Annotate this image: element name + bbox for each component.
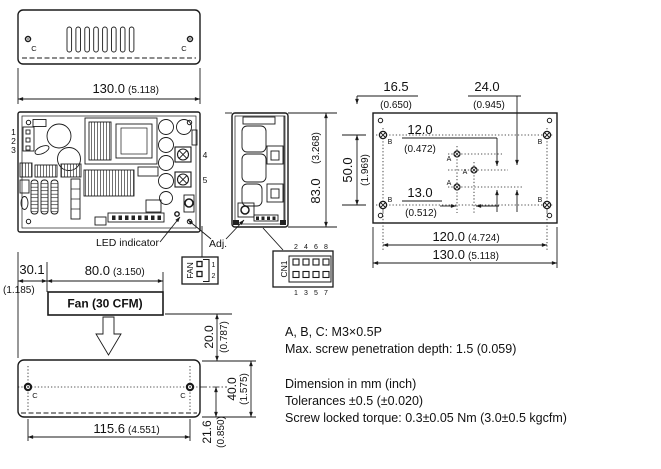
screw-hole-c-right (188, 37, 193, 42)
inductor (34, 144, 51, 157)
hole-label-b: B (537, 139, 543, 146)
dim-24-mm: 24.0 (474, 79, 500, 94)
note-tolerances: Tolerances ±0.5 (±0.020) (285, 394, 424, 408)
hole-label-a: A (446, 156, 452, 163)
hole-label-a: A (446, 180, 452, 187)
choke (35, 165, 57, 177)
choke (61, 164, 81, 177)
cn1-pin-5: 5 (314, 290, 318, 297)
board-connector (108, 213, 164, 222)
cn1-pin-7: 7 (324, 290, 328, 297)
terminal-label-4: 4 (202, 150, 208, 160)
top-pcb-view (11, 112, 208, 232)
dim-80-in: (3.150) (113, 267, 145, 278)
screw-hole-a (454, 184, 460, 190)
dim-21-in: (0.850) (216, 416, 227, 448)
dim-130b-in: (5.118) (468, 251, 499, 262)
hole-label-c: C (180, 391, 186, 400)
hole-label-c: C (31, 44, 37, 53)
pin-label-3: 3 (11, 145, 16, 155)
pin-label-2: 2 (11, 136, 16, 146)
dim-83-mm: 83.0 (308, 178, 323, 204)
dim-mounting-widths (373, 209, 557, 268)
dim-13-mm: 13.0 (407, 185, 433, 200)
input-connector (23, 127, 34, 151)
side-view (225, 113, 288, 227)
fan-callout-box (48, 292, 163, 315)
led (175, 212, 179, 216)
fan-connector-label: FAN (185, 262, 195, 279)
dim-24-in: (0.945) (473, 100, 505, 111)
fuse (33, 120, 46, 127)
transformer-profile (267, 146, 283, 164)
dim-16-mm: 16.5 (383, 79, 409, 94)
hole-label-c: C (32, 391, 38, 400)
choke (20, 163, 32, 177)
pin-label-1: 1 (11, 127, 16, 137)
capacitor-large (47, 124, 71, 148)
dim-front-width (18, 68, 200, 104)
dim-12-mm: 12.0 (407, 122, 433, 137)
screw-hole-b (543, 131, 550, 138)
electrolytic-cap (31, 180, 38, 214)
dim-83-in: (3.268) (311, 132, 322, 164)
notes-block (285, 325, 567, 425)
front-panel-outline (18, 10, 200, 64)
screw-hole-a (454, 151, 460, 157)
cn1-connector-label: CN1 (279, 260, 289, 278)
dim-40-mm: 40.0 (225, 377, 239, 401)
down-arrow (96, 317, 121, 355)
dim-50-mm: 50.0 (340, 157, 355, 183)
dim-30-in: (1.185) (3, 285, 35, 296)
screw-hole-b (379, 201, 386, 208)
screw-hole-c-left (26, 37, 31, 42)
screw-hole-c-left (25, 384, 31, 390)
note-penetration: Max. screw penetration depth: 1.5 (0.059) (285, 342, 517, 356)
dim-16-in: (0.650) (380, 100, 412, 111)
mounting-view (373, 113, 557, 223)
electrolytic-cap (41, 180, 48, 214)
dim-offsets-inner (402, 122, 499, 219)
capacitor-profile (242, 154, 266, 182)
screw-terminal-4 (175, 147, 191, 162)
cn1-connector-symbol (273, 244, 333, 297)
screw-hole-c-right (187, 384, 193, 390)
vent-slots (67, 27, 134, 52)
front-panel-view (18, 10, 200, 64)
dim-115-mm: 115.6 (93, 421, 125, 436)
relay (146, 200, 161, 212)
callouts (96, 217, 283, 257)
dim-bottom-holes (28, 419, 190, 441)
hole-label-b: B (387, 139, 393, 146)
adj-label: Adj. (209, 238, 228, 250)
dim-30-mm: 30.1 (19, 262, 45, 277)
dim-130-mm: 130.0 (92, 81, 125, 96)
dim-20-mm: 20.0 (202, 325, 216, 349)
bottom-view (18, 360, 200, 417)
dim-heights (165, 314, 256, 448)
dim-120-in: (4.724) (468, 233, 500, 244)
dim-115-in: (4.551) (128, 425, 160, 436)
dim-offsets-top (357, 79, 521, 212)
electrolytic-cap (51, 180, 58, 214)
cn1-pin-3: 3 (304, 290, 308, 297)
heatsink-fins (84, 170, 134, 196)
note-units: Dimension in mm (inch) (285, 377, 417, 391)
dim-13-in: (0.512) (405, 208, 437, 219)
screw-terminal-5 (175, 172, 191, 187)
dim-40-in: (1.575) (239, 373, 250, 405)
screw-hole-b (379, 131, 386, 138)
dim-50-in: (1.969) (360, 154, 371, 186)
cn1-leader (263, 228, 283, 250)
dim-depth (288, 113, 371, 227)
fan-pin-1: 1 (211, 262, 216, 269)
cn1-pin-4: 4 (304, 244, 308, 251)
hole-label-a: A (462, 169, 468, 176)
cn1-pin-8: 8 (324, 244, 328, 251)
dim-12-in: (0.472) (404, 144, 436, 155)
dim-120-mm: 120.0 (432, 229, 465, 244)
screw-hole-a (471, 167, 477, 173)
screw-hole-b (543, 201, 550, 208)
dim-130-in: (5.118) (128, 85, 159, 96)
terminal-label-5: 5 (202, 175, 208, 185)
note-torque: Screw locked torque: 0.3±0.05 Nm (3.0±0.5 kgcfm) (285, 411, 567, 425)
transformer-profile (267, 184, 283, 202)
dim-130b-mm: 130.0 (432, 247, 465, 262)
hole-label-b: B (387, 197, 393, 204)
cn1-pin-1: 1 (294, 290, 298, 297)
cn1-pin-6: 6 (314, 244, 318, 251)
cn1-pin-2: 2 (294, 244, 298, 251)
capacitor-profile (242, 126, 266, 152)
dim-20-in: (0.787) (219, 321, 230, 353)
fan-connector-symbol (182, 257, 218, 284)
led-indicator-label: LED indicator (95, 237, 159, 249)
hole-label-c: C (181, 44, 187, 53)
dim-21-mm: 21.6 (200, 420, 214, 444)
note-screw-spec: A, B, C: M3×0.5P (285, 325, 382, 339)
fan-cfm-label: Fan (30 CFM) (67, 296, 143, 311)
hole-label-b: B (537, 197, 543, 204)
fan-pin-2: 2 (211, 273, 216, 280)
dim-80-mm: 80.0 (84, 263, 110, 278)
